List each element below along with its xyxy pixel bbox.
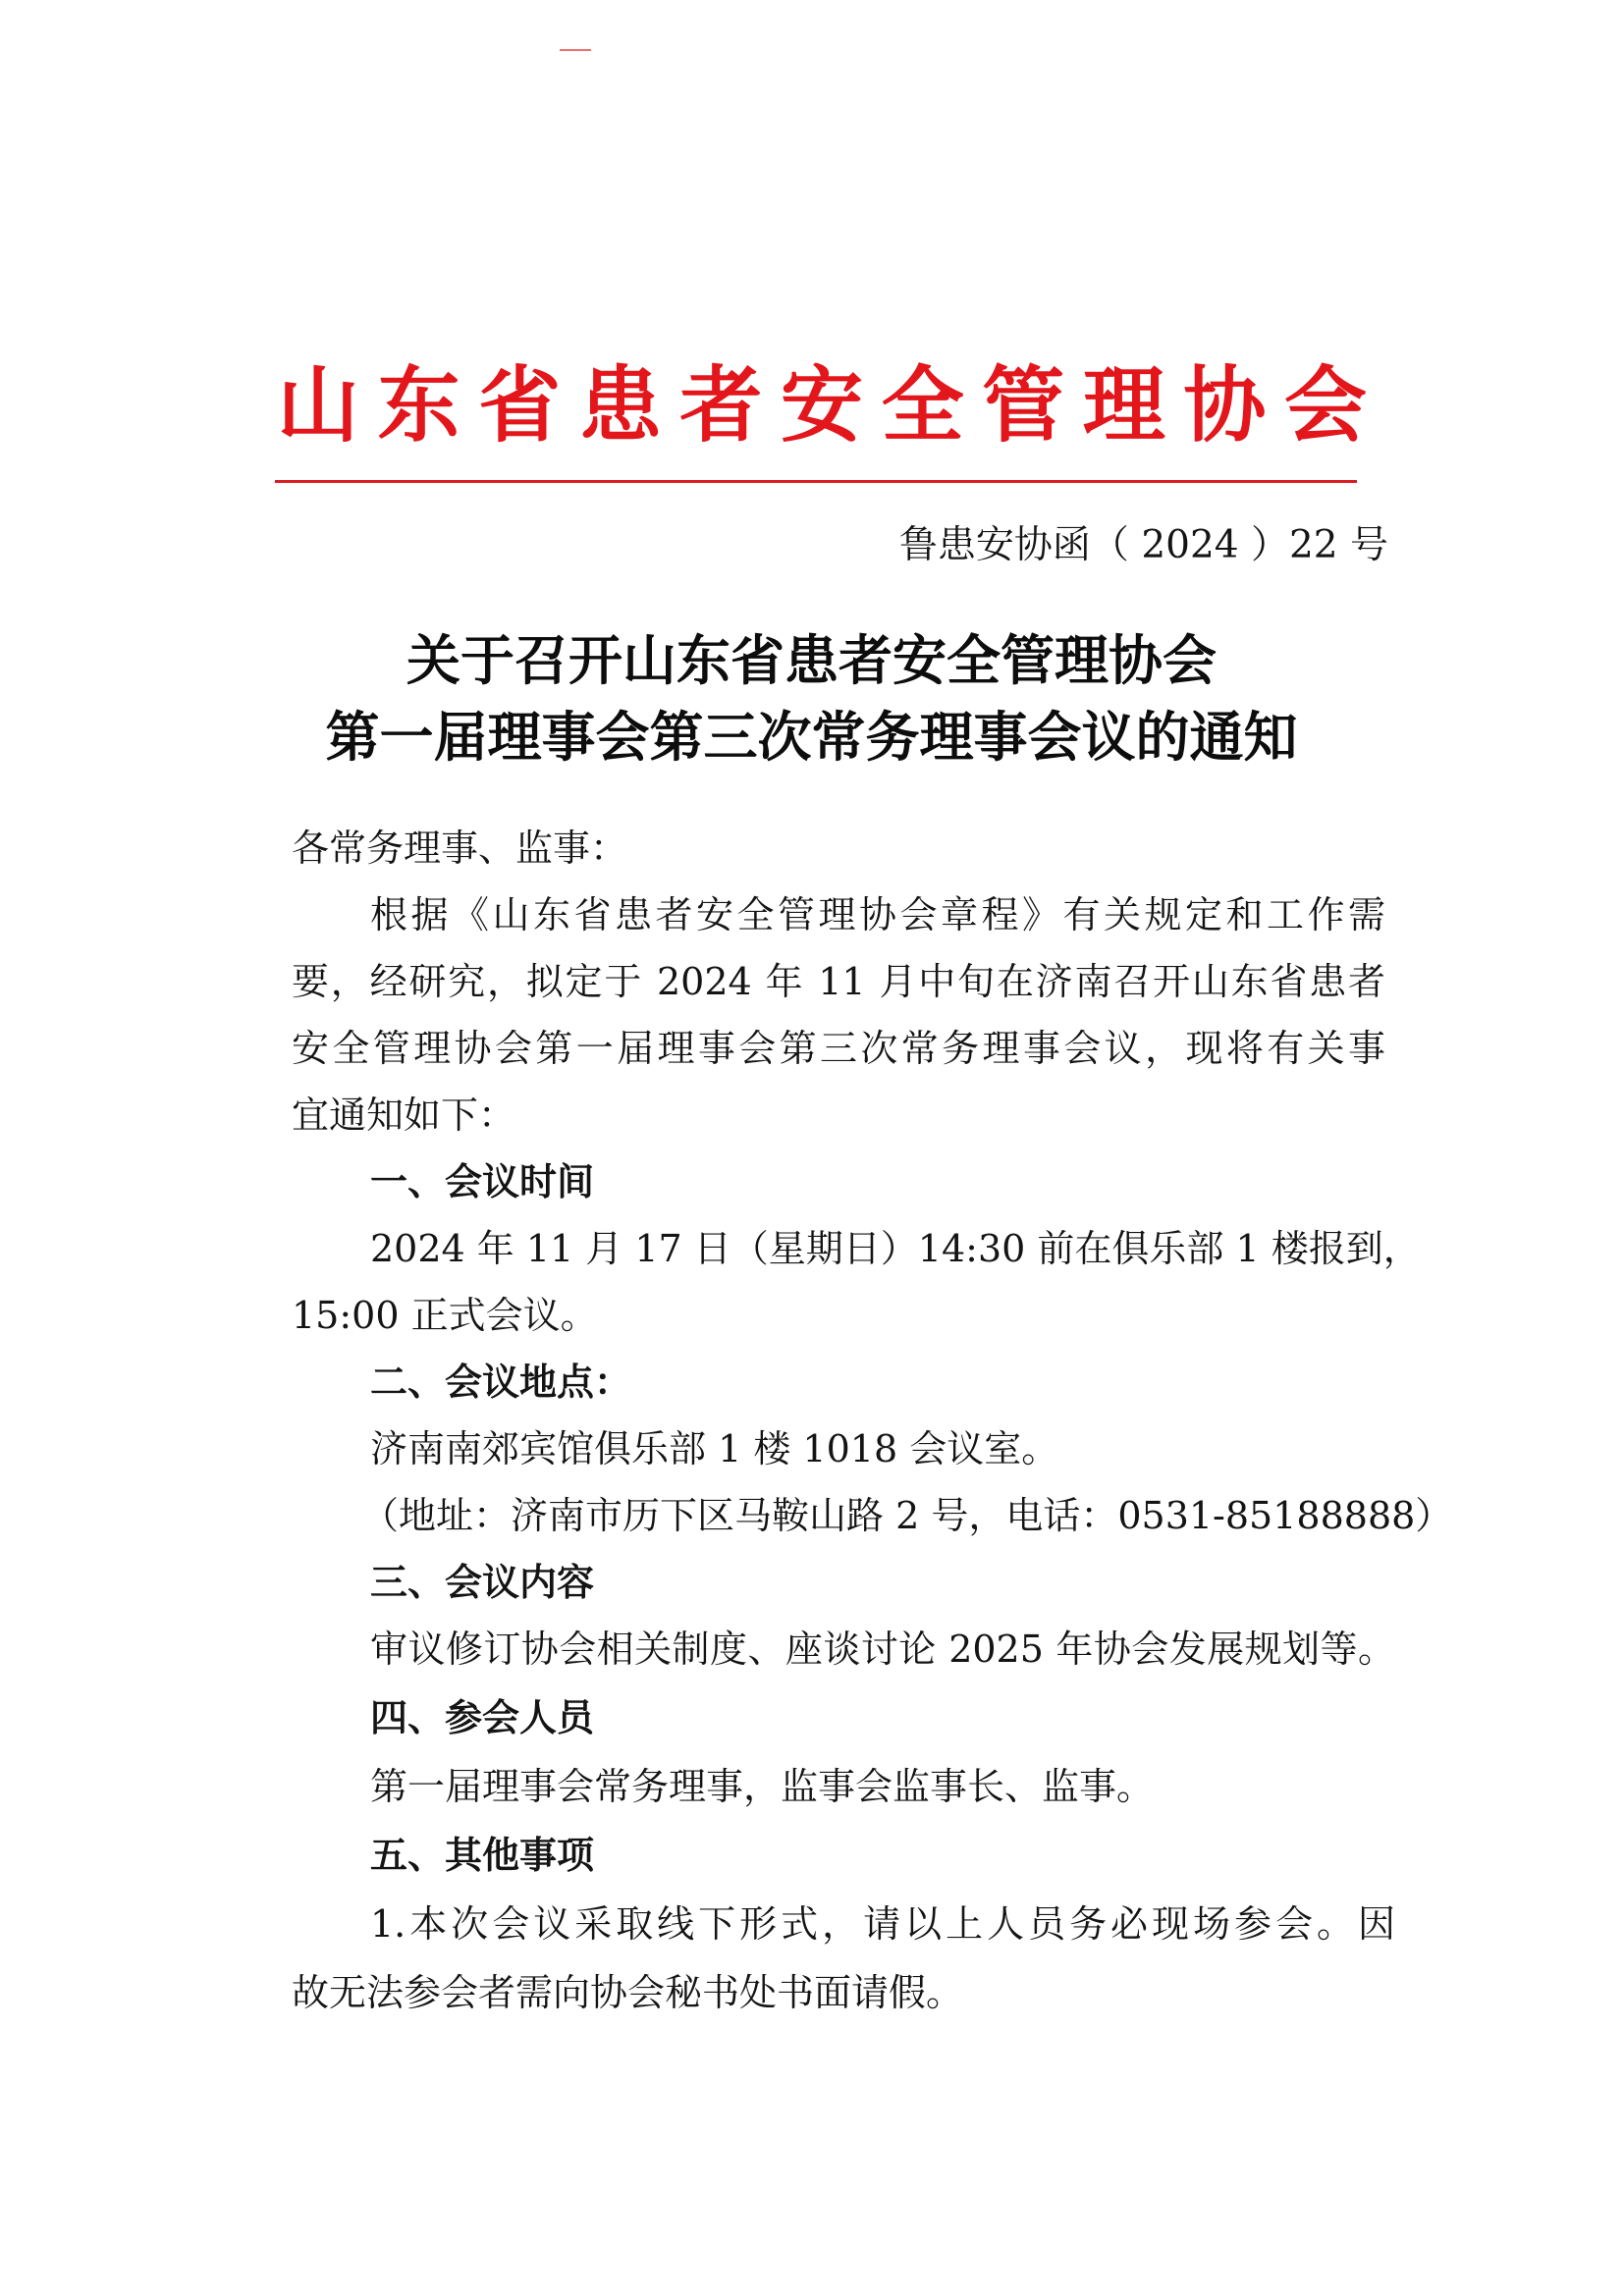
intro-line-3: 安全管理协会第一届理事会第三次常务理事会议，现将有关事 (292, 1027, 1385, 1070)
title-line-2: 第一届理事会第三次常务理事会议的通知 (325, 706, 1298, 769)
section-3-heading: 三、会议内容 (370, 1561, 595, 1604)
section-4-heading: 四、参会人员 (370, 1696, 595, 1739)
section-4-line-1: 第一届理事会常务理事，监事会监事长、监事。 (370, 1765, 1155, 1808)
organization-name: 山东省患者安全管理协会 (277, 356, 1367, 454)
section-2-line-1: 济南南郊宾馆俱乐部 1 楼 1018 会议室。 (370, 1427, 1059, 1470)
document-number: 鲁患安协函（ 2024 ）22 号 (898, 523, 1388, 567)
section-1-line-2: 15:00 正式会议。 (292, 1294, 598, 1337)
intro-line-4: 宜通知如下： (292, 1094, 516, 1137)
section-2-heading: 二、会议地点： (370, 1361, 632, 1404)
red-mark (560, 49, 591, 51)
section-5-line-2: 故无法参会者需向协会秘书处书面请假。 (292, 1971, 964, 2014)
section-5-heading: 五、其他事项 (370, 1834, 595, 1877)
title-line-1: 关于召开山东省患者安全管理协会 (406, 629, 1217, 692)
red-divider-line (275, 480, 1357, 483)
section-2-line-2: （地址：济南市历下区马鞍山路 2 号，电话：0531-85188888） (361, 1494, 1453, 1537)
section-3-line-1: 审议修订协会相关制度、座谈讨论 2025 年协会发展规划等。 (370, 1628, 1395, 1671)
intro-line-1: 根据《山东省患者安全管理协会章程》有关规定和工作需 (370, 893, 1385, 936)
salutation: 各常务理事、监事： (292, 827, 628, 870)
section-1-line-1: 2024 年 11 月 17 日（星期日）14:30 前在俱乐部 1 楼报到， (370, 1227, 1421, 1270)
intro-line-2: 要，经研究，拟定于 2024 年 11 月中旬在济南召开山东省患者 (292, 960, 1385, 1003)
section-5-line-1: 1.本次会议采取线下形式，请以上人员务必现场参会。因 (370, 1902, 1395, 1946)
section-1-heading: 一、会议时间 (370, 1160, 595, 1203)
